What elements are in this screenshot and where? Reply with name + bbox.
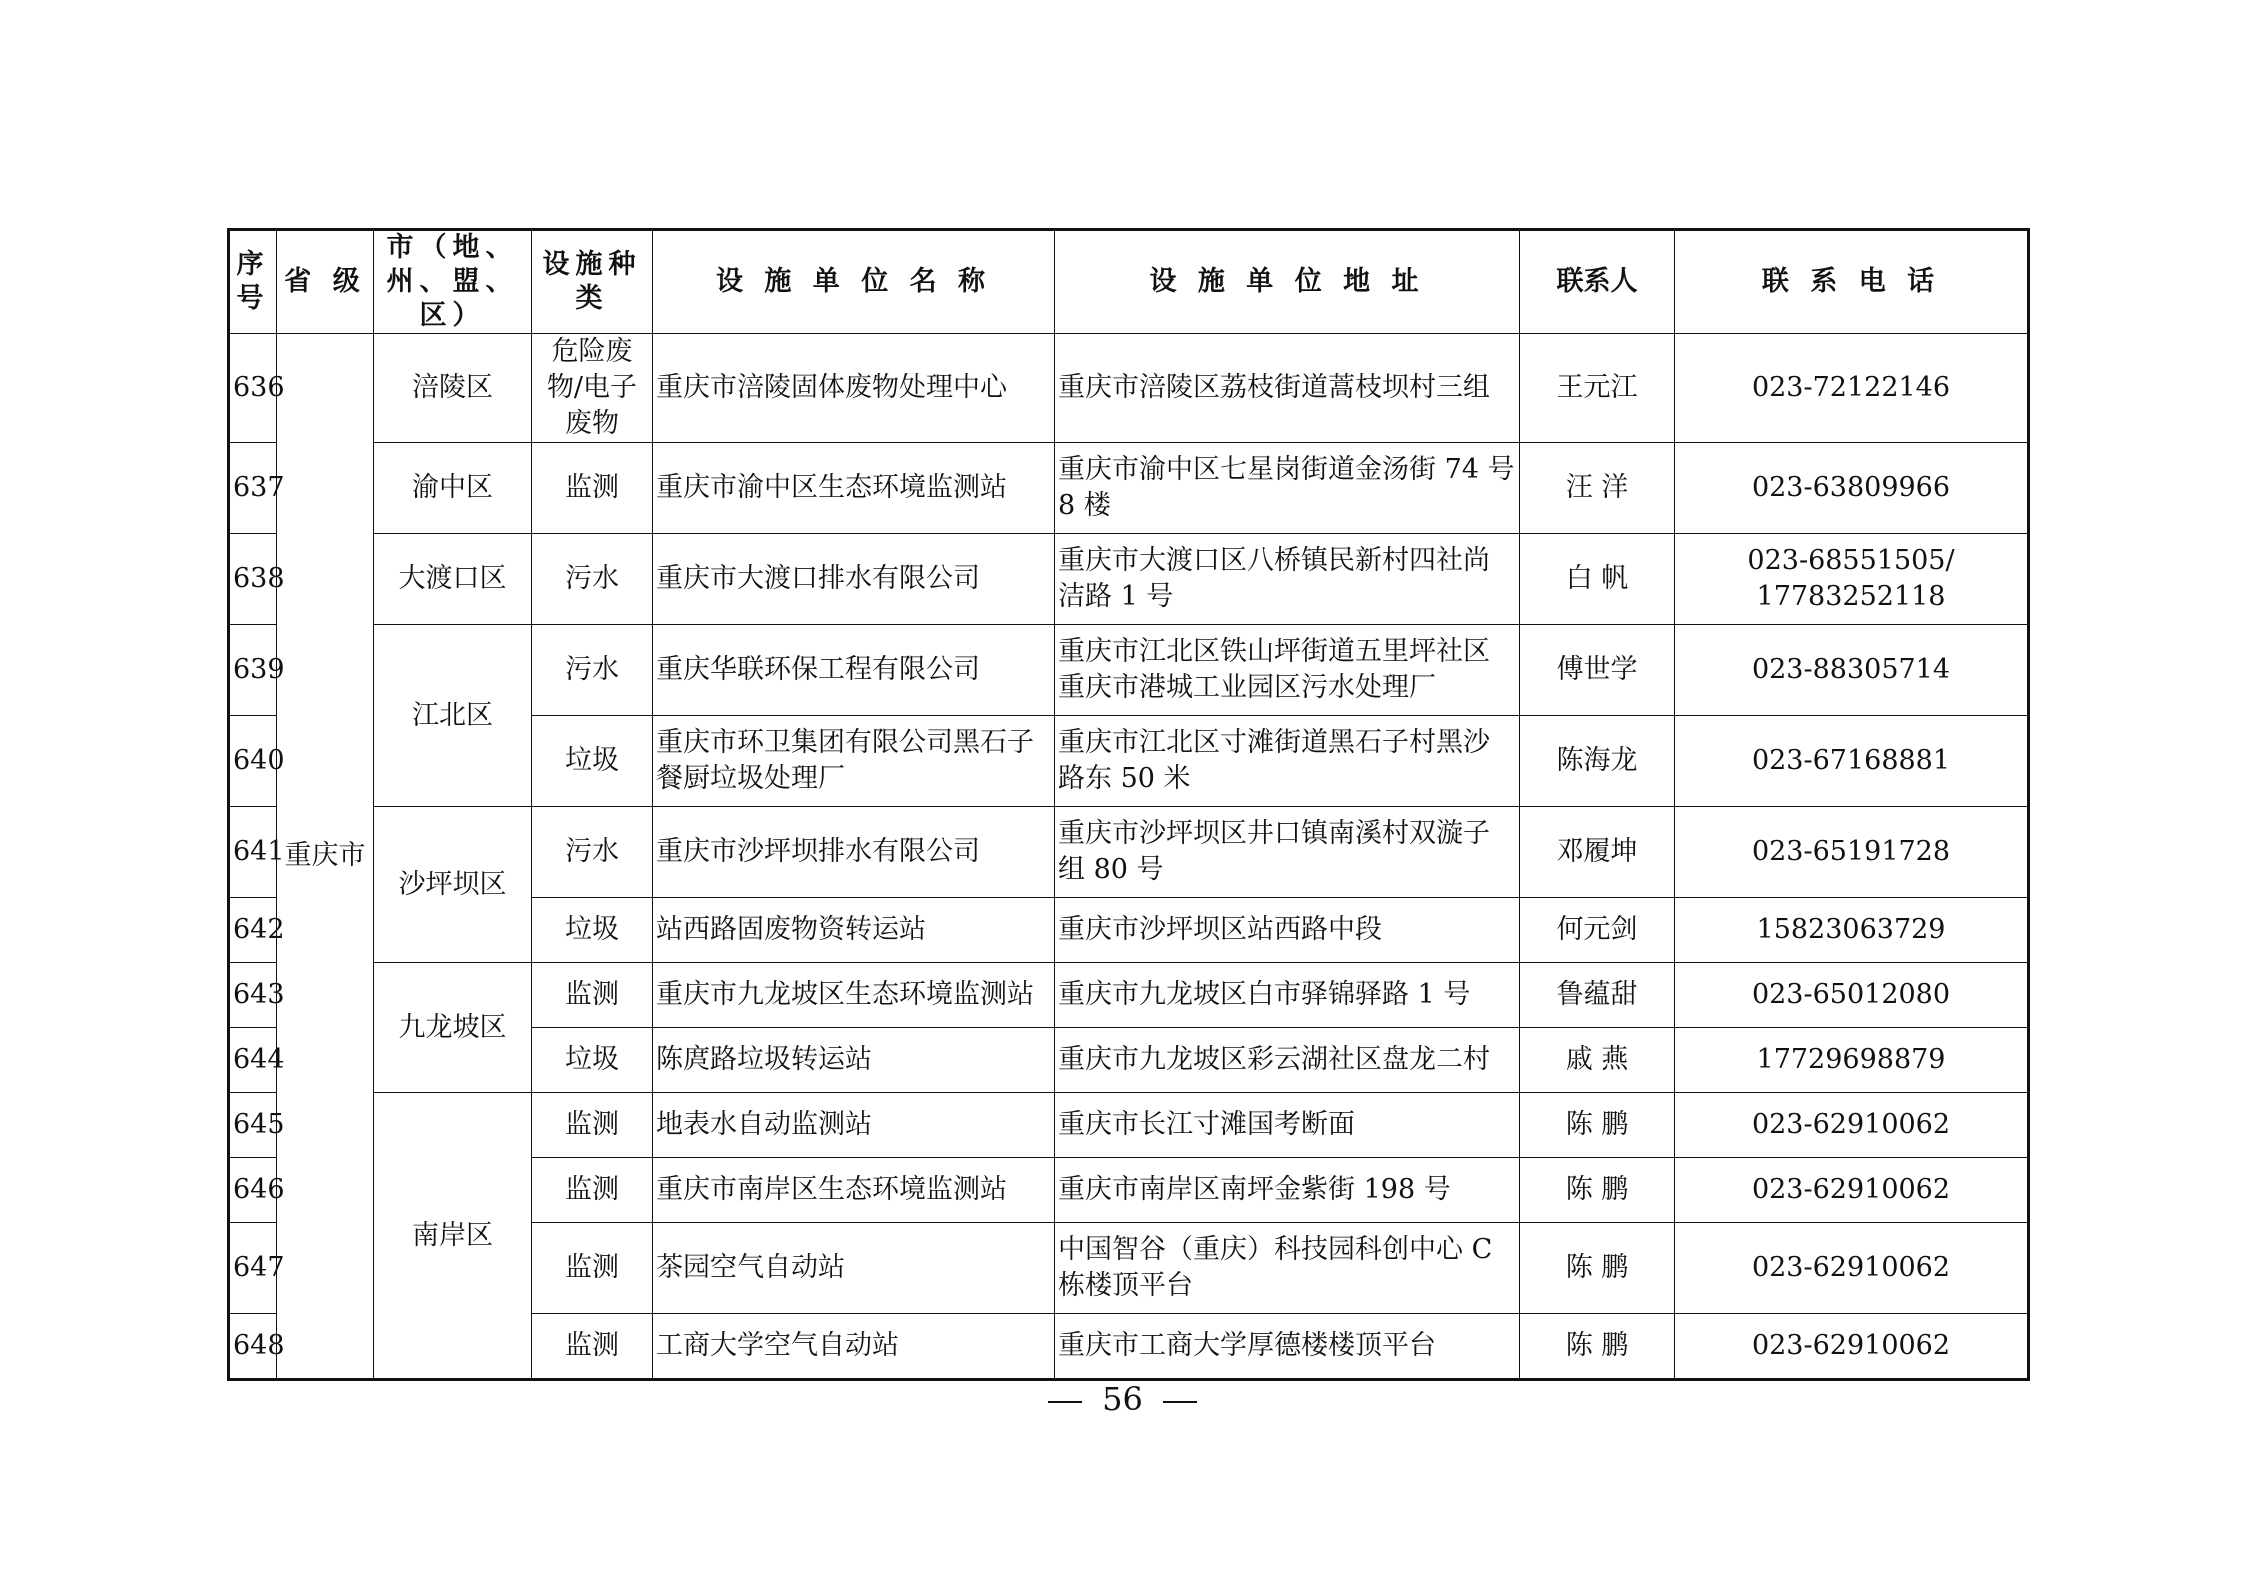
cell-name: 重庆市环卫集团有限公司黑石子餐厨垃圾处理厂 [653, 716, 1055, 807]
cell-seq: 647 [229, 1223, 277, 1314]
cell-address: 重庆市沙坪坝区站西路中段 [1055, 898, 1520, 963]
header-city: 市（地、州、盟、区） [374, 230, 532, 334]
table-row [229, 963, 2029, 1028]
cell-type: 监测 [532, 1314, 653, 1380]
cell-phone: 17729698879 [1675, 1028, 2029, 1093]
cell-phone: 023-62910062 [1675, 1093, 2029, 1158]
header-contact: 联系人 [1520, 230, 1675, 334]
footer-dash-left [1048, 1401, 1082, 1403]
cell-address: 重庆市长江寸滩国考断面 [1055, 1093, 1520, 1158]
cell-type: 垃圾 [532, 898, 653, 963]
cell-type: 监测 [532, 1158, 653, 1223]
cell-name: 重庆市涪陵固体废物处理中心 [653, 334, 1055, 443]
header-name: 设 施 单 位 名 称 [653, 230, 1055, 334]
header-phone: 联 系 电 话 [1675, 230, 2029, 334]
cell-address: 重庆市渝中区七星岗街道金汤街 74 号 8 楼 [1055, 443, 1520, 534]
cell-name: 重庆市渝中区生态环境监测站 [653, 443, 1055, 534]
cell-district: 渝中区 [374, 443, 532, 534]
cell-type: 监测 [532, 443, 653, 534]
cell-name: 重庆华联环保工程有限公司 [653, 625, 1055, 716]
cell-contact: 邓履坤 [1520, 807, 1675, 898]
cell-name: 重庆市九龙坡区生态环境监测站 [653, 963, 1055, 1028]
table-row [229, 334, 2029, 443]
cell-type: 污水 [532, 625, 653, 716]
cell-district: 江北区 [374, 625, 532, 807]
cell-type: 监测 [532, 963, 653, 1028]
cell-district: 南岸区 [374, 1093, 532, 1380]
cell-district: 九龙坡区 [374, 963, 532, 1093]
cell-contact: 陈海龙 [1520, 716, 1675, 807]
cell-seq: 648 [229, 1314, 277, 1380]
footer-dash-right [1163, 1401, 1197, 1403]
facility-table [227, 228, 2030, 1381]
table-row [229, 534, 2029, 625]
header-seq: 序号 [229, 230, 277, 334]
cell-district: 大渡口区 [374, 534, 532, 625]
cell-seq: 643 [229, 963, 277, 1028]
page-footer [0, 1380, 2245, 1418]
table-row [229, 625, 2029, 716]
cell-name: 重庆市大渡口排水有限公司 [653, 534, 1055, 625]
header-type: 设施种类 [532, 230, 653, 334]
table-row [229, 443, 2029, 534]
cell-phone: 023-67168881 [1675, 716, 2029, 807]
cell-province: 重庆市 [277, 334, 374, 1380]
cell-name: 重庆市沙坪坝排水有限公司 [653, 807, 1055, 898]
cell-address: 重庆市沙坪坝区井口镇南溪村双漩子组 80 号 [1055, 807, 1520, 898]
cell-name: 陈庹路垃圾转运站 [653, 1028, 1055, 1093]
cell-seq: 639 [229, 625, 277, 716]
cell-contact: 汪 洋 [1520, 443, 1675, 534]
cell-seq: 637 [229, 443, 277, 534]
cell-seq: 640 [229, 716, 277, 807]
header-province: 省 级 [277, 230, 374, 334]
cell-phone: 023-65191728 [1675, 807, 2029, 898]
cell-contact: 戚 燕 [1520, 1028, 1675, 1093]
cell-phone: 023-62910062 [1675, 1314, 2029, 1380]
page-number: 56 [1102, 1380, 1143, 1418]
cell-phone: 023-62910062 [1675, 1158, 2029, 1223]
cell-seq: 641 [229, 807, 277, 898]
cell-contact: 王元江 [1520, 334, 1675, 443]
cell-address: 重庆市南岸区南坪金紫街 198 号 [1055, 1158, 1520, 1223]
cell-name: 工商大学空气自动站 [653, 1314, 1055, 1380]
cell-phone: 023-68551505/ 17783252118 [1675, 534, 2029, 625]
cell-phone: 023-63809966 [1675, 443, 2029, 534]
cell-type: 垃圾 [532, 1028, 653, 1093]
cell-address: 重庆市江北区寸滩街道黑石子村黑沙路东 50 米 [1055, 716, 1520, 807]
cell-phone: 023-65012080 [1675, 963, 2029, 1028]
table-row [229, 807, 2029, 898]
cell-address: 重庆市江北区铁山坪街道五里坪社区重庆市港城工业园区污水处理厂 [1055, 625, 1520, 716]
cell-contact: 陈 鹏 [1520, 1093, 1675, 1158]
cell-contact: 陈 鹏 [1520, 1314, 1675, 1380]
table-header-row [229, 230, 2029, 334]
cell-address: 重庆市九龙坡区白市驿锦驿路 1 号 [1055, 963, 1520, 1028]
cell-address: 中国智谷（重庆）科技园科创中心 C 栋楼顶平台 [1055, 1223, 1520, 1314]
cell-contact: 陈 鹏 [1520, 1223, 1675, 1314]
cell-phone: 023-62910062 [1675, 1223, 2029, 1314]
cell-address: 重庆市工商大学厚德楼楼顶平台 [1055, 1314, 1520, 1380]
cell-seq: 645 [229, 1093, 277, 1158]
cell-phone: 023-88305714 [1675, 625, 2029, 716]
cell-address: 重庆市九龙坡区彩云湖社区盘龙二村 [1055, 1028, 1520, 1093]
cell-address: 重庆市大渡口区八桥镇民新村四社尚洁路 1 号 [1055, 534, 1520, 625]
cell-seq: 644 [229, 1028, 277, 1093]
cell-name: 站西路固废物资转运站 [653, 898, 1055, 963]
cell-name: 地表水自动监测站 [653, 1093, 1055, 1158]
facility-table-container [227, 228, 2030, 1381]
cell-district: 涪陵区 [374, 334, 532, 443]
table-row [229, 1093, 2029, 1158]
cell-address: 重庆市涪陵区荔枝街道蒿枝坝村三组 [1055, 334, 1520, 443]
cell-phone: 15823063729 [1675, 898, 2029, 963]
cell-phone: 023-72122146 [1675, 334, 2029, 443]
header-address: 设 施 单 位 地 址 [1055, 230, 1520, 334]
cell-contact: 傅世学 [1520, 625, 1675, 716]
cell-type: 监测 [532, 1223, 653, 1314]
cell-type: 污水 [532, 534, 653, 625]
cell-name: 重庆市南岸区生态环境监测站 [653, 1158, 1055, 1223]
cell-name: 茶园空气自动站 [653, 1223, 1055, 1314]
cell-type: 危险废物/电子废物 [532, 334, 653, 443]
cell-seq: 638 [229, 534, 277, 625]
cell-district: 沙坪坝区 [374, 807, 532, 963]
cell-seq: 642 [229, 898, 277, 963]
cell-type: 垃圾 [532, 716, 653, 807]
cell-contact: 白 帆 [1520, 534, 1675, 625]
cell-seq: 646 [229, 1158, 277, 1223]
cell-type: 污水 [532, 807, 653, 898]
cell-seq: 636 [229, 334, 277, 443]
cell-contact: 何元剑 [1520, 898, 1675, 963]
cell-type: 监测 [532, 1093, 653, 1158]
cell-contact: 陈 鹏 [1520, 1158, 1675, 1223]
cell-contact: 鲁蕴甜 [1520, 963, 1675, 1028]
